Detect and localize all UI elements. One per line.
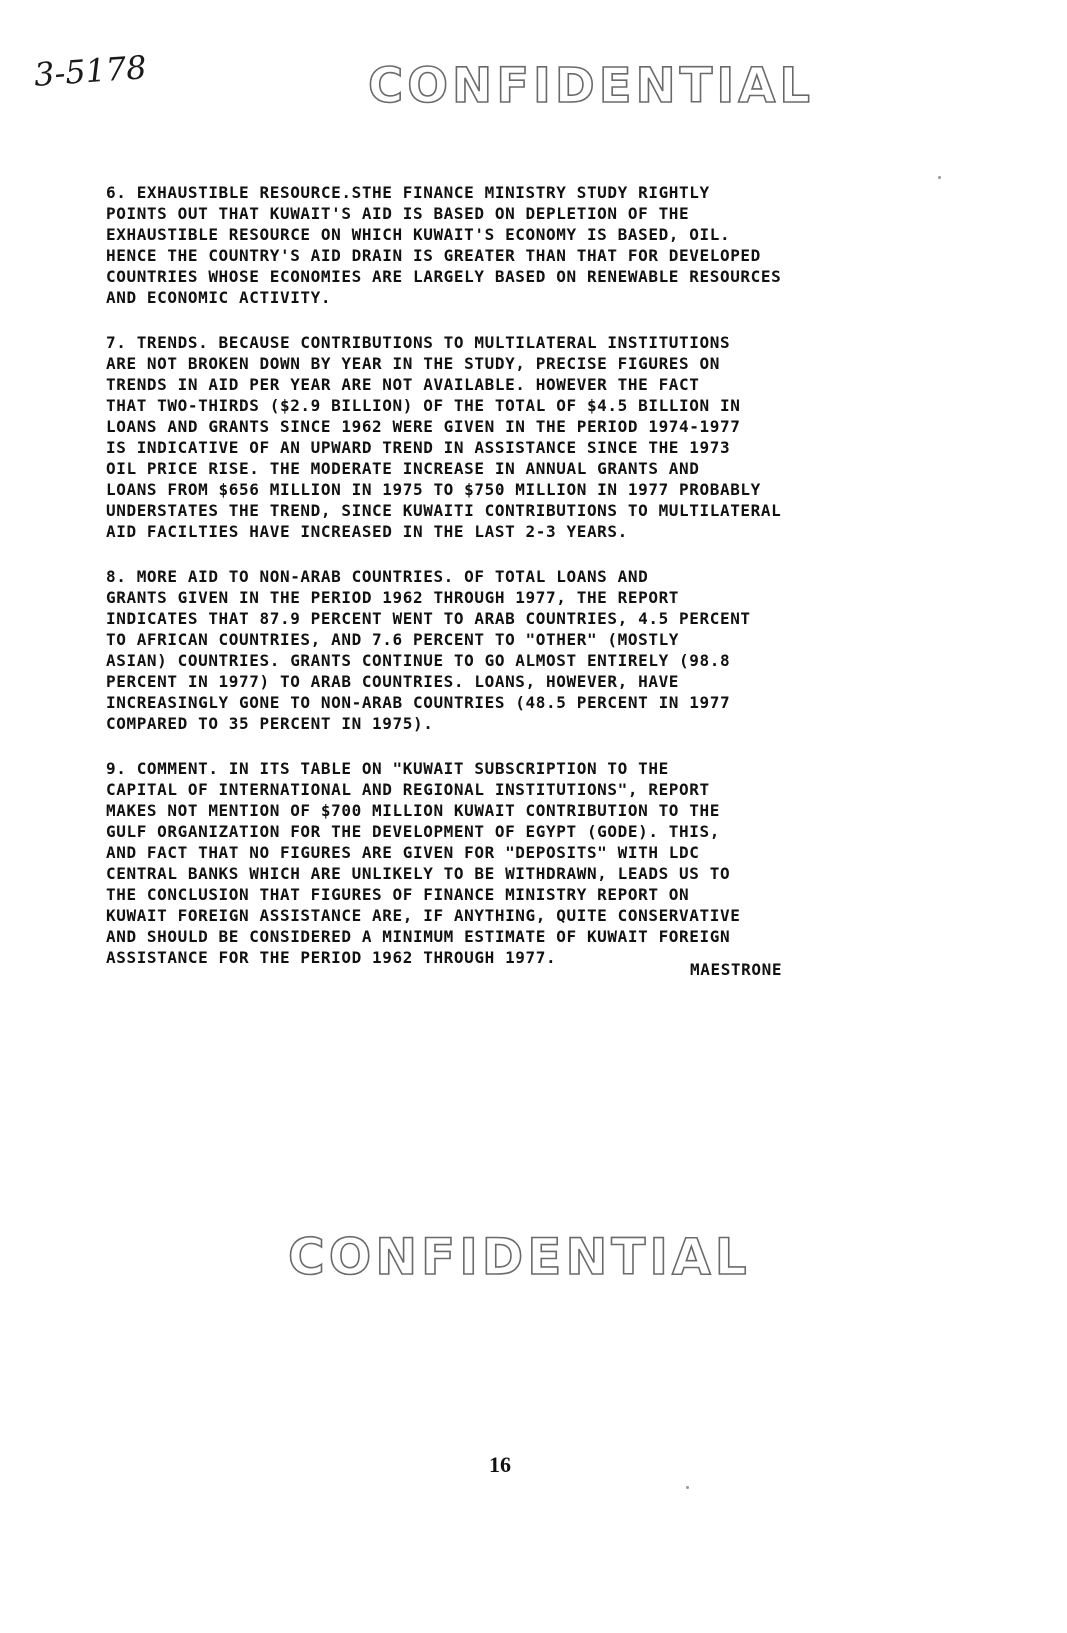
signature-name: MAESTRONE	[690, 960, 783, 979]
handwritten-file-number: 3-5178	[32, 48, 148, 94]
text-line: ARE NOT BROKEN DOWN BY YEAR IN THE STUDY, PRECISE FIGURES ON	[106, 354, 720, 373]
text-line: INDICATES THAT 87.9 PERCENT WENT TO ARAB COUNTRIES, 4.5 PERCENT	[106, 609, 751, 628]
text-line: GRANTS GIVEN IN THE PERIOD 1962 THROUGH 1977, THE REPORT	[106, 588, 680, 607]
text-line: GULF ORGANIZATION FOR THE DEVELOPMENT OF EGYPT (GODE). THIS,	[106, 822, 720, 841]
paragraph-8-non-arab-aid	[106, 566, 976, 734]
text-line: KUWAIT FOREIGN ASSISTANCE ARE, IF ANYTHING, QUITE CONSERVATIVE	[106, 906, 741, 925]
text-line: ASIAN) COUNTRIES. GRANTS CONTINUE TO GO ALMOST ENTIRELY (98.8	[106, 651, 731, 670]
text-line: 9. COMMENT. IN ITS TABLE ON "KUWAIT SUBSCRIPTION TO THE	[106, 759, 669, 778]
text-line: CAPITAL OF INTERNATIONAL AND REGIONAL INSTITUTIONS", REPORT	[106, 780, 710, 799]
text-line: AID FACILTIES HAVE INCREASED IN THE LAST 2-3 YEARS.	[106, 522, 628, 541]
text-line: OIL PRICE RISE. THE MODERATE INCREASE IN ANNUAL GRANTS AND	[106, 459, 700, 478]
document-body	[106, 182, 976, 992]
paragraph-9-comment	[106, 758, 976, 968]
text-line: AND ECONOMIC ACTIVITY.	[106, 288, 332, 307]
text-line: MAKES NOT MENTION OF $700 MILLION KUWAIT CONTRIBUTION TO THE	[106, 801, 720, 820]
classification-stamp-bottom: CONFIDENTIAL	[288, 1228, 751, 1286]
text-line: ASSISTANCE FOR THE PERIOD 1962 THROUGH 1977.	[106, 948, 557, 967]
text-line: COMPARED TO 35 PERCENT IN 1975).	[106, 714, 434, 733]
text-line: THE CONCLUSION THAT FIGURES OF FINANCE MINISTRY REPORT ON	[106, 885, 690, 904]
text-line: PERCENT IN 1977) TO ARAB COUNTRIES. LOANS, HOWEVER, HAVE	[106, 672, 680, 691]
text-line: AND FACT THAT NO FIGURES ARE GIVEN FOR "DEPOSITS" WITH LDC	[106, 843, 700, 862]
page-number: 16	[489, 1452, 511, 1477]
text-line: AND SHOULD BE CONSIDERED A MINIMUM ESTIMATE OF KUWAIT FOREIGN	[106, 927, 731, 946]
scan-speck	[938, 176, 941, 179]
text-line: LOANS AND GRANTS SINCE 1962 WERE GIVEN IN THE PERIOD 1974-1977	[106, 417, 741, 436]
paragraph-6-exhaustible-resource	[106, 182, 976, 308]
text-line: HENCE THE COUNTRY'S AID DRAIN IS GREATER THAN THAT FOR DEVELOPED	[106, 246, 761, 265]
paragraph-7-trends	[106, 332, 976, 542]
text-line: INCREASINGLY GONE TO NON-ARAB COUNTRIES (48.5 PERCENT IN 1977	[106, 693, 731, 712]
text-line: 7. TRENDS. BECAUSE CONTRIBUTIONS TO MULTILATERAL INSTITUTIONS	[106, 333, 731, 352]
text-line: CENTRAL BANKS WHICH ARE UNLIKELY TO BE WITHDRAWN, LEADS US TO	[106, 864, 731, 883]
scan-speck	[686, 1486, 689, 1489]
text-line: 8. MORE AID TO NON-ARAB COUNTRIES. OF TOTAL LOANS AND	[106, 567, 649, 586]
text-line: UNDERSTATES THE TREND, SINCE KUWAITI CONTRIBUTIONS TO MULTILATERAL	[106, 501, 782, 520]
classification-stamp-top: CONFIDENTIAL	[368, 58, 814, 114]
text-line: 6. EXHAUSTIBLE RESOURCE.STHE FINANCE MINISTRY STUDY RIGHTLY	[106, 183, 710, 202]
text-line: POINTS OUT THAT KUWAIT'S AID IS BASED ON DEPLETION OF THE	[106, 204, 690, 223]
text-line: TO AFRICAN COUNTRIES, AND 7.6 PERCENT TO "OTHER" (MOSTLY	[106, 630, 680, 649]
text-line: TRENDS IN AID PER YEAR ARE NOT AVAILABLE. HOWEVER THE FACT	[106, 375, 700, 394]
text-line: EXHAUSTIBLE RESOURCE ON WHICH KUWAIT'S ECONOMY IS BASED, OIL.	[106, 225, 731, 244]
text-line: COUNTRIES WHOSE ECONOMIES ARE LARGELY BASED ON RENEWABLE RESOURCES	[106, 267, 782, 286]
text-line: IS INDICATIVE OF AN UPWARD TREND IN ASSISTANCE SINCE THE 1973	[106, 438, 731, 457]
text-line: THAT TWO-THIRDS ($2.9 BILLION) OF THE TOTAL OF $4.5 BILLION IN	[106, 396, 741, 415]
text-line: LOANS FROM $656 MILLION IN 1975 TO $750 MILLION IN 1977 PROBABLY	[106, 480, 761, 499]
